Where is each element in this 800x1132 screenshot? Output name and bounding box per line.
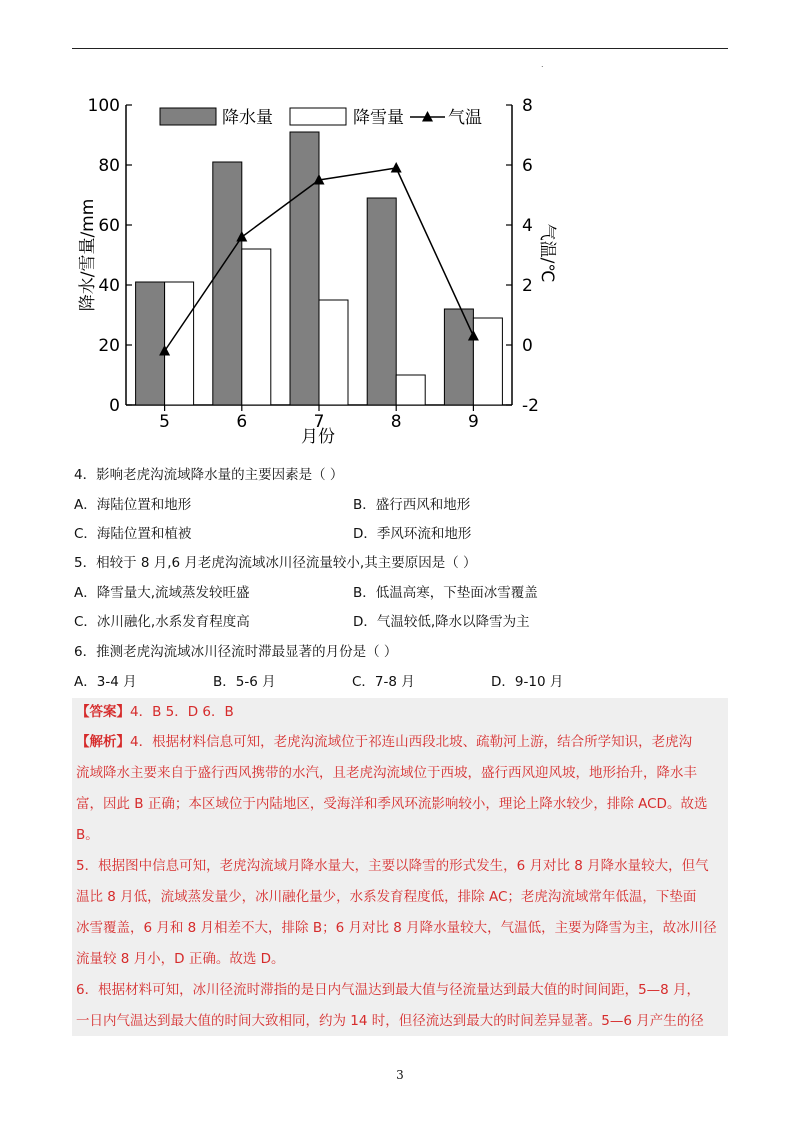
header-dot: .	[541, 60, 544, 69]
answer-text: 4．B 5．D 6．B	[130, 704, 234, 720]
x-tick-label: 5	[159, 412, 171, 432]
x-tick-label: 6	[236, 412, 248, 432]
analysis-line-8: 流量较 8 月小，D 正确。故选 D。	[76, 951, 285, 967]
question-6-option-a: A．3-4 月	[74, 674, 137, 690]
analysis-line-2: 流域降水主要来自于盛行西风携带的水汽，且老虎沟流域位于西坡，盛行西风迎风坡，地形抬升，降水丰	[76, 765, 697, 781]
x-axis-label: 月份	[301, 427, 335, 447]
left-tick-label: 60	[98, 216, 120, 236]
right-tick-label: -2	[522, 396, 539, 416]
analysis-line-4: B。	[76, 827, 99, 843]
question-6-stem: 6．推测老虎沟流域冰川径流时滞最显著的月份是（ ）	[74, 644, 398, 660]
question-5-option-b: B．低温高寒，下垫面冰雪覆盖	[353, 585, 538, 601]
snowfall-bar	[473, 318, 502, 405]
legend-precip-label: 降水量	[222, 108, 273, 128]
snowfall-bar	[319, 300, 348, 405]
question-5-stem: 5．相较于 8 月,6 月老虎沟流域冰川径流量较小,其主要原因是（ ）	[74, 555, 477, 571]
left-tick-label: 20	[98, 336, 120, 356]
question-4-option-b: B．盛行西风和地形	[353, 497, 471, 513]
precip-bar	[136, 282, 165, 405]
analysis-label: 【解析】	[76, 734, 130, 750]
right-tick-label: 4	[522, 216, 533, 236]
analysis-line-3: 富，因此 B 正确；本区域位于内陆地区，受海洋和季风环流影响较小，理论上降水较少，排除 ACD。故选	[76, 796, 708, 812]
precip-bar	[367, 198, 396, 405]
precip-bar	[444, 309, 473, 405]
question-5-option-d: D．气温较低,降水以降雪为主	[353, 614, 530, 630]
page-number: 3	[396, 1068, 404, 1082]
analysis-line-1: 【解析】4．根据材料信息可知，老虎沟流域位于祁连山西段北坡、疏勒河上游，结合所学知识，老虎沟	[76, 734, 693, 750]
right-tick-label: 6	[522, 156, 533, 176]
question-5-option-a: A．降雪量大,流域蒸发较旺盛	[74, 585, 250, 601]
analysis-line-6: 温比 8 月低，流域蒸发量少，冰川融化量少，水系发育程度低，排除 AC；老虎沟流域常年低温，下垫面	[76, 889, 697, 905]
left-tick-label: 0	[109, 396, 120, 416]
question-4-stem: 4．影响老虎沟流域降水量的主要因素是（ ）	[74, 467, 344, 483]
answer-line	[76, 702, 234, 722]
snowfall-bar	[242, 249, 271, 405]
question-4-option-d: D．季风环流和地形	[353, 526, 472, 542]
left-axis-label: 降水/雪量/mm	[78, 198, 98, 312]
right-tick-label: 2	[522, 276, 533, 296]
left-tick-label: 100	[87, 96, 120, 116]
question-4-option-a: A．海陆位置和地形	[74, 497, 192, 513]
legend-temperature-label: 气温	[448, 108, 482, 128]
analysis-line-9: 6．根据材料可知，冰川径流时滞指的是日内气温达到最大值与径流量达到最大值的时间间距，5—8 月，	[76, 982, 701, 998]
question-6-option-b: B．5-6 月	[213, 674, 276, 690]
analysis-line-7: 冰雪覆盖，6 月和 8 月相差不大，排除 B；6 月对比 8 月降水量较大，气温低，主要为降雪为主，故冰川径	[76, 920, 717, 936]
question-5-option-c: C．冰川融化,水系发育程度高	[74, 614, 250, 630]
question-4-option-c: C．海陆位置和植被	[74, 526, 192, 542]
right-tick-label: 0	[522, 336, 533, 356]
precip-bar	[290, 132, 319, 405]
left-tick-label: 80	[98, 156, 120, 176]
right-tick-label: 8	[522, 96, 533, 116]
question-6-option-d: D．9-10 月	[491, 674, 564, 690]
x-tick-label: 8	[390, 412, 402, 432]
temperature-point	[391, 162, 402, 173]
right-axis-label: 气温/℃	[537, 223, 557, 283]
legend-snowfall-label: 降雪量	[353, 108, 404, 128]
legend-precip-swatch	[160, 108, 216, 125]
left-tick-label: 40	[98, 276, 120, 296]
x-tick-label: 7	[313, 412, 325, 432]
analysis-line-5: 5．根据图中信息可知，老虎沟流域月降水量大，主要以降雪的形式发生，6 月对比 8 月降水量较大，但气	[76, 858, 709, 874]
precip-bar	[213, 162, 242, 405]
x-tick-label: 9	[467, 412, 479, 432]
question-6-option-c: C．7-8 月	[352, 674, 415, 690]
climate-chart	[0, 0, 800, 460]
answer-label: 【答案】	[76, 704, 130, 720]
legend-snowfall-swatch	[290, 108, 346, 125]
snowfall-bar	[396, 375, 425, 405]
analysis-line-10: 一日内气温达到最大值的时间大致相同，约为 14 时，但径流达到最大的时间差异显著。5—6 月产生的径	[76, 1013, 704, 1029]
